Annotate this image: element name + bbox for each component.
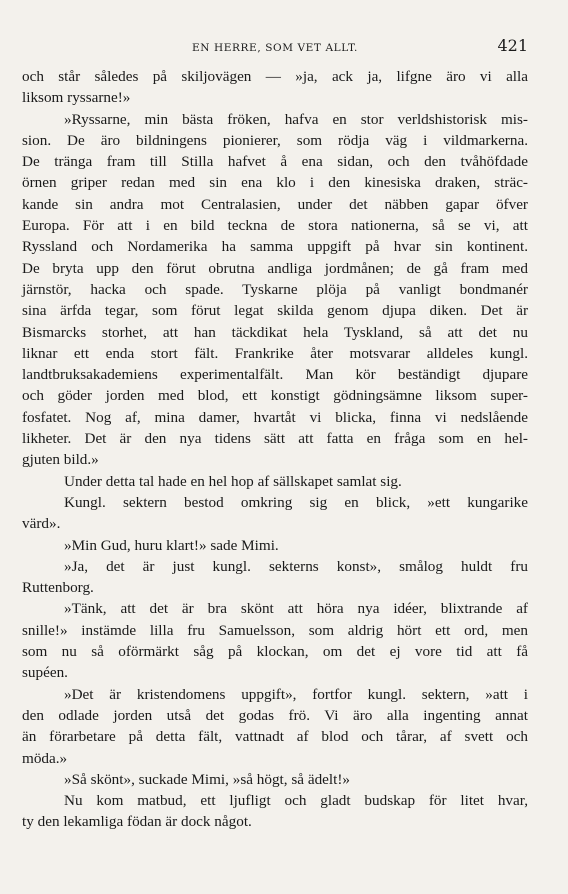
text-line: snille!» instämde lilla fru Samuelsson, som aldrig hört ett ord, men [22,621,528,639]
text-line: än förarbetare på detta fält, vattnadt af blod och tårar, af svett och [22,728,528,746]
text-line: möda.» [22,749,68,767]
text-line: »Min Gud, huru klart!» sade Mimi. [64,536,279,554]
text-line: »Ja, det är just kungl. sekterns konst», smålog huldt fru [64,557,528,575]
page-number: 421 [497,36,528,55]
running-title: EN HERRE, SOM VET ALLT. [192,42,358,54]
text-line: Ruttenborg. [22,579,94,597]
text-line: likheter. Det är den nya tidens sätt att fatta en fråga som en hel- [22,430,528,448]
text-line: sion. De äro bildningens pionierer, som rödja väg i vildmarkerna. [22,131,528,149]
text-line: »Det är kristendomens uppgift», fortfor kungl. sektern, »att i [64,685,528,703]
text-line: sina ärfda tegar, som förut legat skilda genom djupa diken. Det är [22,302,528,320]
text-line: »Så skönt», suckade Mimi, »så högt, så ädelt!» [64,770,350,788]
text-line: Ryssland och Nordamerika ha samma uppgift på hvar sin kontinent. [22,238,528,256]
text-line: liksom ryssarne!» [22,89,131,107]
text-line: Europa. För att i en bild teckna de stora nationerna, så se vi, att [22,217,528,235]
text-line: örnen griper redan med sin ena klo i den kinesiska draken, sträc- [22,174,528,192]
text-line: fosfatet. Nog af, mina damer, hvartåt vi blicka, finna vi nedslående [22,408,528,426]
body-text [22,66,528,833]
text-line: »Ryssarne, min bästa fröken, hafva en stor verldshistorisk mis- [64,110,528,128]
text-line: järnstör, hacka och spade. Tyskarne plöja på vanligt bondmanér [22,280,528,298]
text-line: De bryta upp den förut obrutna andliga jordmånen; de gå fram med [22,259,528,277]
text-line: den odlade jorden utså det godas frö. Vi äro alla ingenting annat [22,706,528,724]
text-line: »Tänk, att det är bra skönt att höra nya idéer, blixtrande af [64,600,528,618]
text-line: supéen. [22,664,68,682]
text-line: värd». [22,515,61,533]
text-line: Under detta tal hade en hel hop af sällskapet samlat sig. [64,472,402,490]
text-line: och göder jorden med blod, ett konstigt gödningsämne liksom super- [22,387,528,405]
text-line: kande sin andra mot Centralasien, under det näbben gapar öfver [22,195,528,213]
text-line: liknar ett enda stort fält. Frankrike åter motsvarar alldeles kungl. [22,344,528,362]
text-line: landtbruksakademiens experimentalfält. Man kör beständigt djupare [22,366,528,384]
text-line: som nu så oförmärkt såg på klockan, om det ej vore tid att få [22,643,528,661]
page-header [22,36,528,56]
text-line: Bismarcks storhet, att han täckdikat hela Tyskland, så att det nu [22,323,528,341]
text-line: Kungl. sektern bestod omkring sig en blick, »ett kungarike [64,493,528,511]
text-line: Nu kom matbud, ett ljufligt och gladt budskap för litet hvar, [64,792,528,810]
text-line: och står således på skiljovägen — »ja, ack ja, lifgne äro vi alla [22,68,528,85]
text-line: ty den lekamliga födan är dock något. [22,813,252,831]
text-line: De tränga fram till Stilla hafvet å ena sidan, och den tvåhöfdade [22,153,528,171]
text-line: gjuten bild.» [22,451,99,469]
